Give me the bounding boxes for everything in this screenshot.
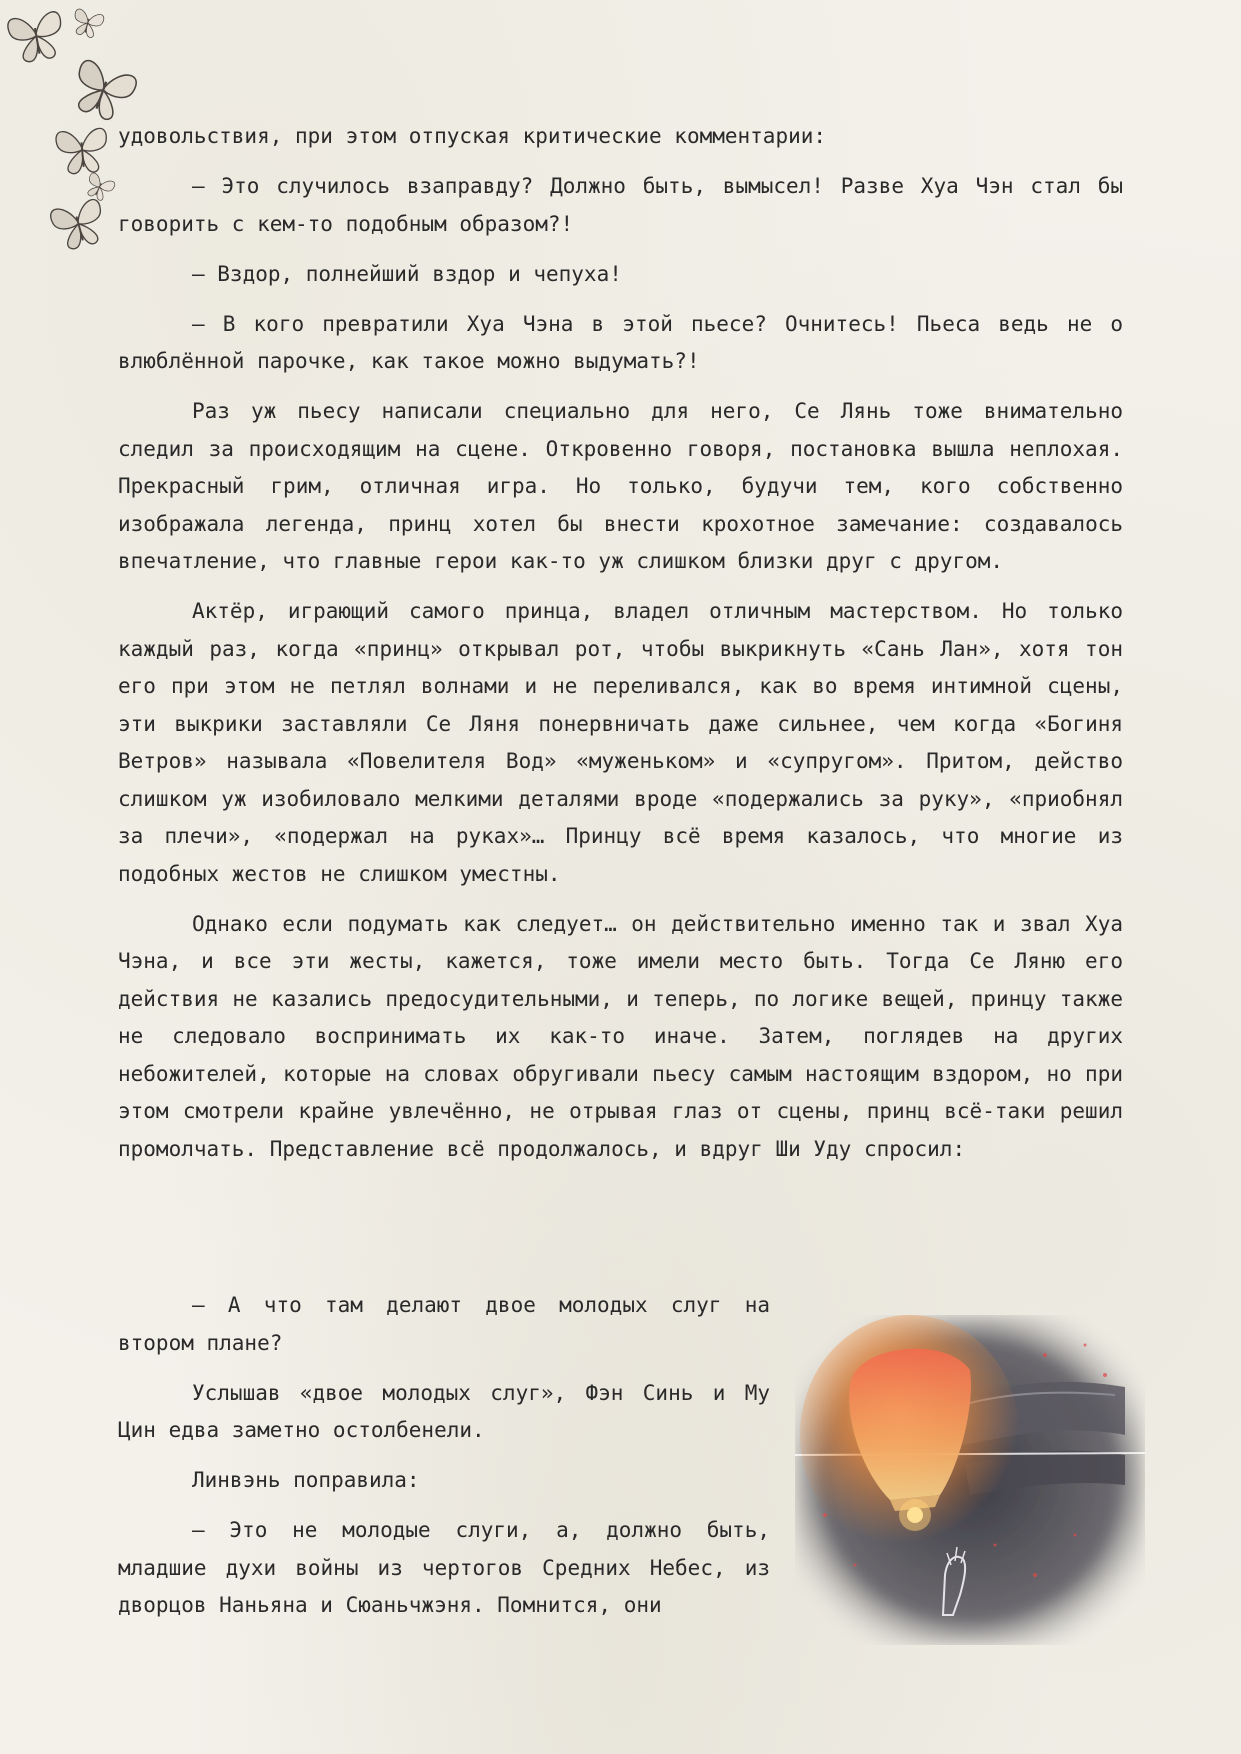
paragraph-p2: — Это случилось взаправду? Должно быть, вымысел! Разве Хуа Чэн стал бы говорить с кем-то подобным образом?! [118, 174, 1123, 236]
paragraph-p1: удовольствия, при этом отпуская критические комментарии: [118, 124, 827, 148]
paragraph-p11: — Это не молодые слуги, а, должно быть, младшие духи войны из чертогов Средних Небес, из дворцов Наньяна и Сюаньчжэня. Помнится, они [118, 1518, 770, 1617]
body-text-narrow-column [118, 1287, 770, 1637]
paragraph-p8: — А что там делают двое молодых слуг на втором плане? [118, 1293, 770, 1355]
paragraph-p7: Однако если подумать как следует… он действительно именно так и звал Хуа Чэна, и все эти жесты, кажется, тоже имели место быть. Тогда Се Ляню его действия не казались предосудительными, и теперь, по логике вещей, принцу также не следовало воспринимать их как-то иначе. Затем, поглядев на других небожителей, которые на словах обругивали пьесу самым настоящим вздором, но при этом смотрели крайне увлечённо, не отрывая глаз от сцены, принц всё-таки решил промолчать. Представление всё продолжалось, и вдруг Ши Уду спросил: [118, 911, 1123, 1161]
paragraph-p3: — Вздор, полнейший вздор и чепуха! [192, 261, 622, 286]
paragraph-p9: Услышав «двое молодых слуг», Фэн Синь и Му Цин едва заметно остолбенели. [118, 1380, 770, 1442]
paragraph-p4: — В кого превратили Хуа Чэна в этой пьесе? Очнитесь! Пьеса ведь не о влюблённой парочке, как такое можно выдумать?! [118, 311, 1123, 373]
body-text-full-width [118, 118, 1123, 1181]
paragraph-p10: Линвэнь поправила: [192, 1468, 420, 1492]
sky-lantern-illustration [795, 1315, 1145, 1645]
paragraph-p5: Раз уж пьесу написали специально для него, Се Лянь тоже внимательно следил за происходящим на сцене. Откровенно говоря, постановка вышла неплохая. Прекрасный грим, отличная игра. Но только, будучи тем, кого собственно изображала легенда, принц хотел бы внести крохотное замечание: создавалось впечатление, что главные герои как-то уж слишком близки друг с другом. [118, 399, 1123, 573]
paragraph-p6: Актёр, играющий самого принца, владел отличным мастерством. Но только каждый раз, когда «принц» открывал рот, чтобы выкрикнуть «Сань Лан», хотя тон его при этом не петлял волнами и не переливался, как во время интимной сцены, эти выкрики заставляли Се Ляня понервничать даже сильнее, чем когда «Богиня Ветров» называла «Повелителя Вод» «муженьком» и «супругом». Притом, действо слишком уж изобиловало мелкими деталями вроде «подержались за руку», «приобнял за плечи», «подержал на руках»… Принцу всё время казалось, что многие из подобных жестов не слишком уместны. [118, 599, 1123, 886]
